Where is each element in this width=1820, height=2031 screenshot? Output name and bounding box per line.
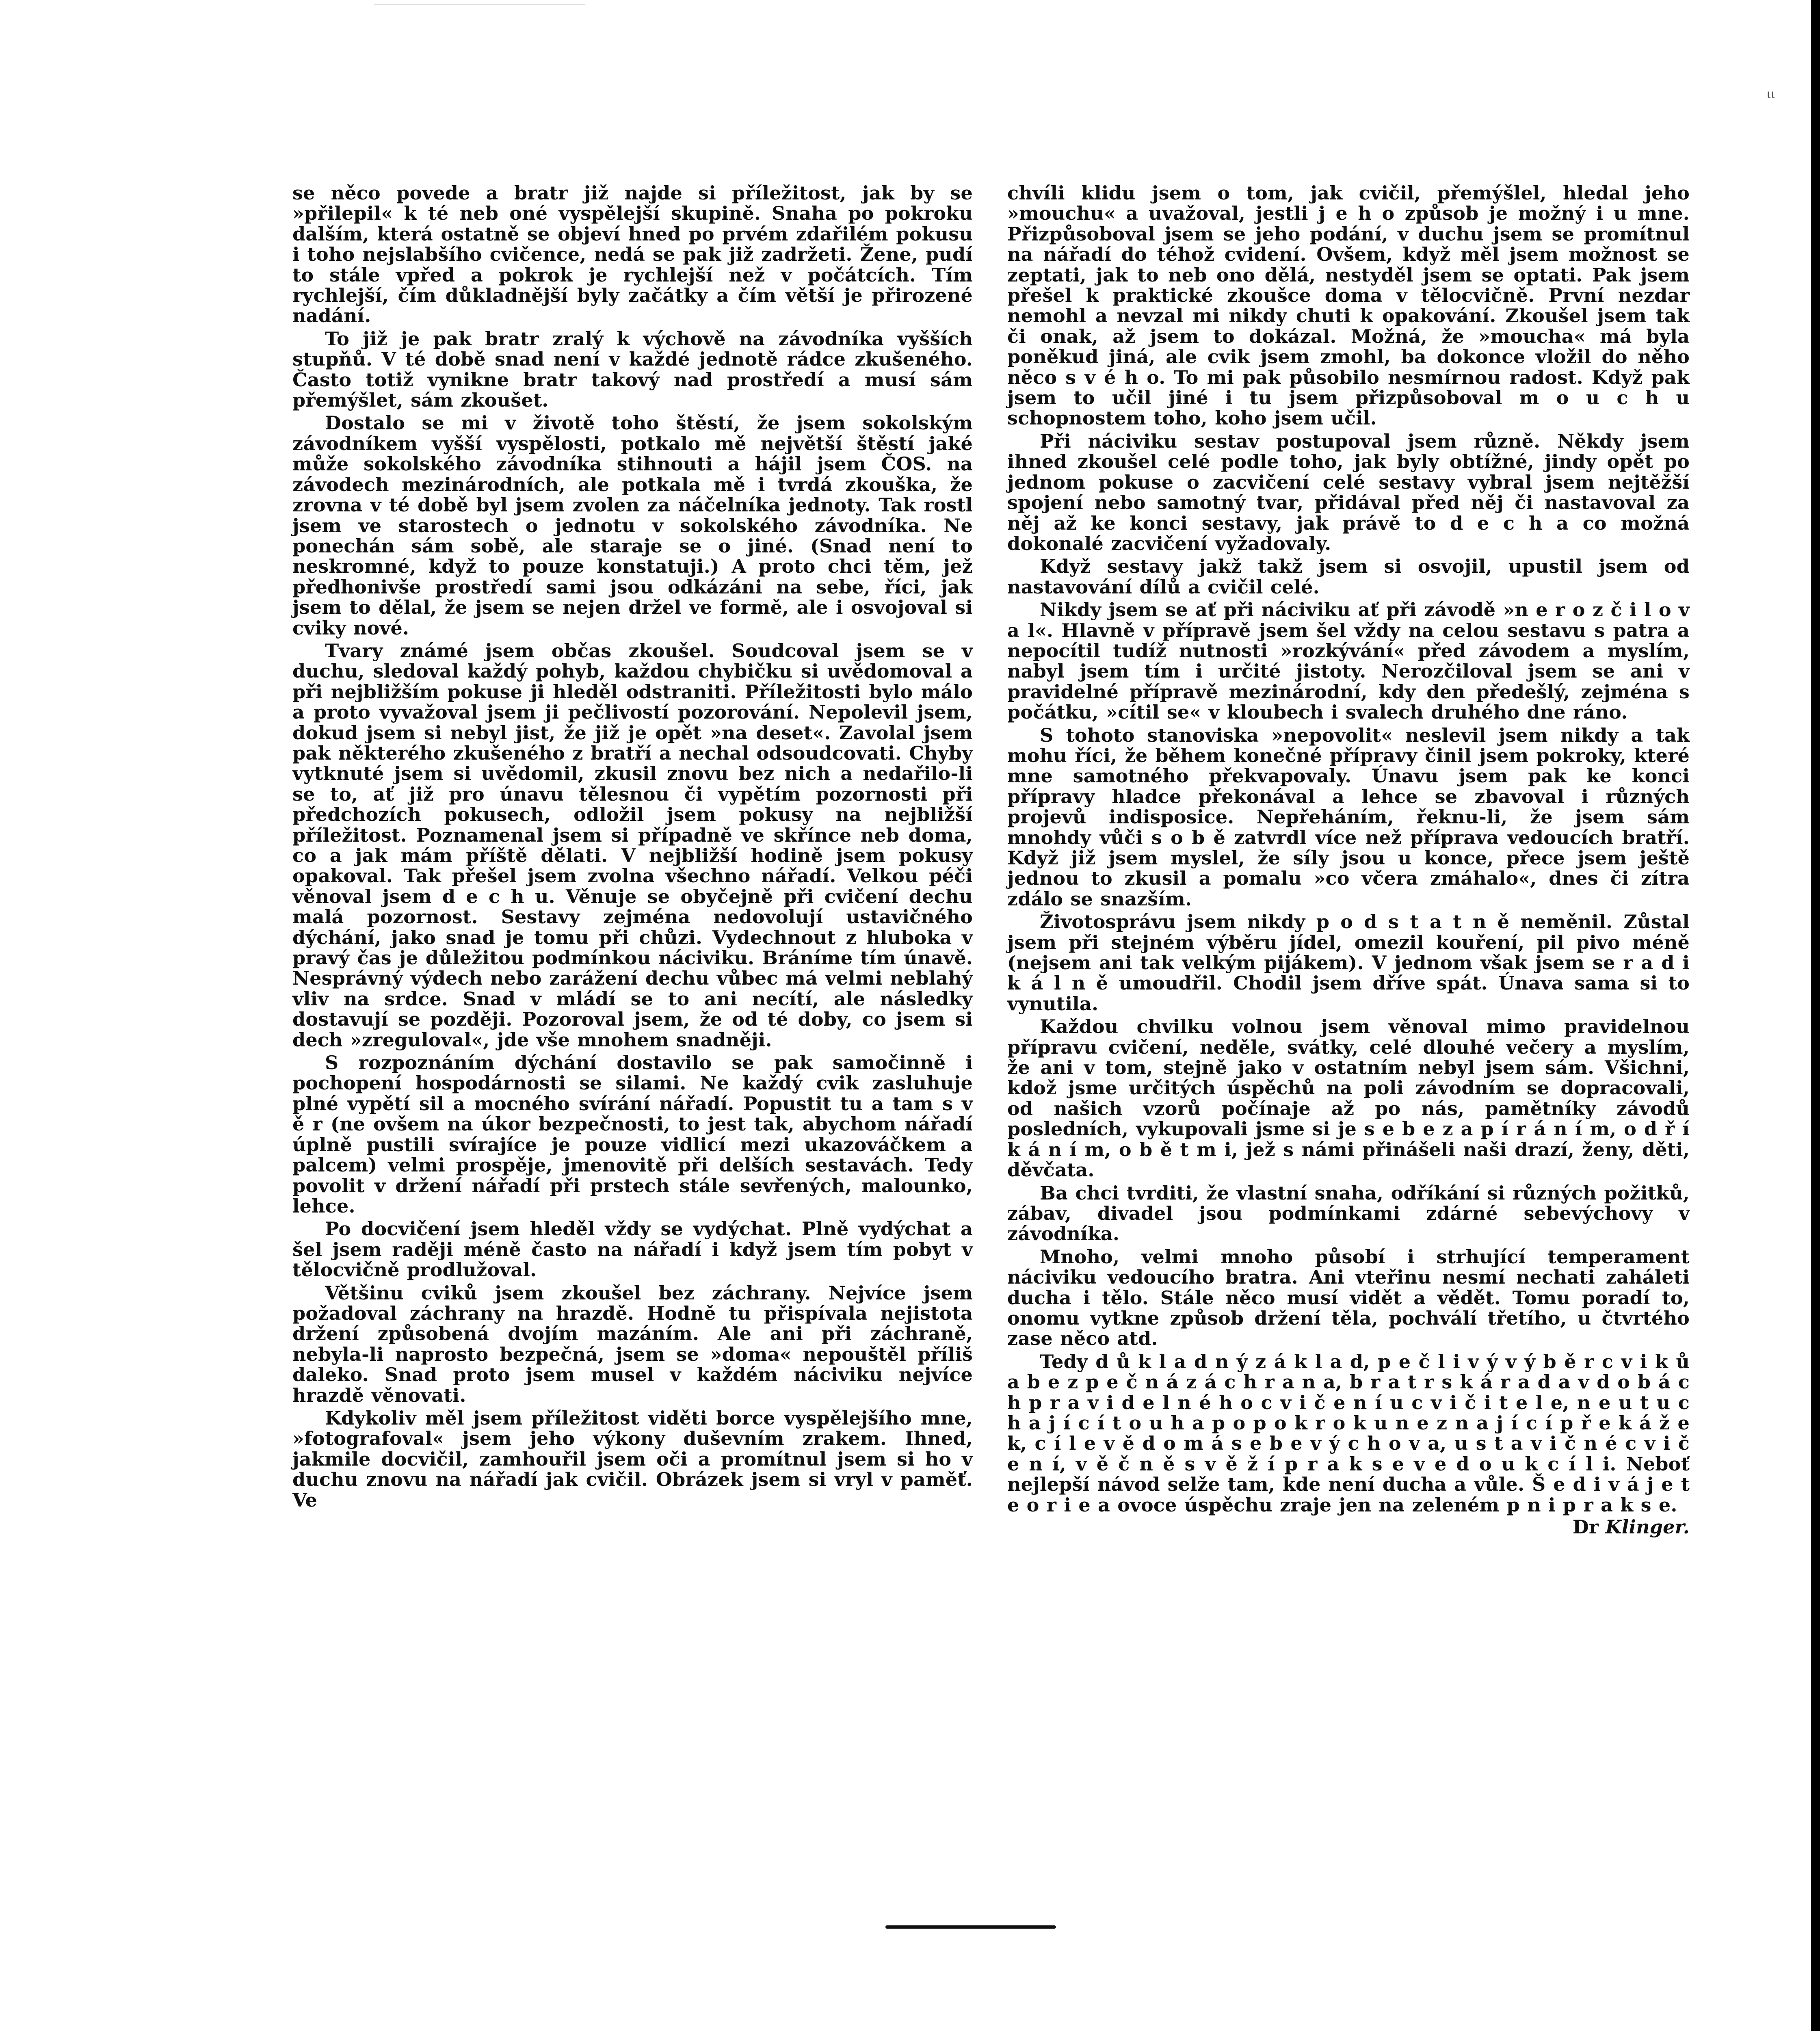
paragraph: Dostalo se mi v životě toho štěstí, že jsem sokolským závodníkem vyšší vyspělosti, potkalo mě největší štěstí jaké může sokolského závodníka stihnouti a hájil jsem ČOS. na závodech mezinárodních, ale potkala mě i tvrdá zkouška, že zrovna v té době byl jsem zvolen za náčelníka jednoty. Tak rostl jsem ve starostech o jednotu v sokolského závodníka. Ne ponechán sám sobě, ale staraje se o jiné. (Snad není to neskromné, když to pouze konstatuji.) A proto chci těm, jež předhonivše prostředí sami jsou odkázáni na sebe, říci, jak jsem to dělal, že jsem se nejen držel ve formě, ale i osvojoval si cviky nové. [292, 412, 973, 639]
margin-mark: ιι [1767, 87, 1775, 102]
paragraph: Tvary známé jsem občas zkoušel. Soudcoval jsem se v duchu, sledoval každý pohyb, každou chybičku si uvědomoval a při nejbližším pokuse ji hleděl odstraniti. Příležitosti bylo málo a proto vyvažoval jsem ji pečlivostí pozorování. Nepolevil jsem, dokud jsem si nebyl jist, že již je opět »na deset«. Zavolal jsem pak některého zkušeného z bratří a nechal odsoudcovati. Chyby vytknuté jsem si uvědomil, zkusil znovu bez nich a nedařilo-li se to, ať již pro únavu tělesnou či vypětím pozornosti při předchozích pokusech, odložil jsem pokusy na nejbližší příležitost. Poznamenal jsem si případně ve skřínce neb doma, co a jak mám příště dělati. V nejbližší hodině jsem pokusy opakoval. Tak přešel jsem zvolna všechno nářadí. Velkou péči věnoval jsem d e c h u. Věnuje se obyčejně při cvičení dechu malá pozornost. Sestavy zejména nedovolují ustavičného dýchání, jako snad je tomu při chůzi. Vydechnout z hluboka v pravý čas je důležitou podmínkou náciviku. Bráníme tím únavě. Nesprávný výdech nebo zarážení dechu vůbec má velmi neblahý vliv na srdce. Snad v mládí se to ani necítí, ale následky dostavují se později. Pozoroval jsem, že od té doby, co jsem si dech »zreguloval«, jde vše mnohem snadněji. [292, 639, 973, 1051]
paragraph: To již je pak bratr zralý k výchově na závodníka vyšších stupňů. V té době snad není v každé jednotě rádce zkušeného. Často totiž vynikne bratr takový nad prostředí a musí sám přemýšlet, sám zkoušet. [292, 327, 973, 411]
left-column [292, 183, 973, 1510]
section-divider [885, 1925, 1056, 1929]
page-edge-right [1811, 0, 1820, 2031]
paragraph: Při náciviku sestav postupoval jsem různě. Někdy jsem ihned zkoušel celé podle toho, jak byly obtížné, jindy opět po jednom pokuse o zacvičení celé sestavy vybral jsem nejtěžší spojení nebo samotný tvar, přidával před něj či nastavoval za něj až ke konci sestavy, jak právě to d e c h a co možná dokonalé zacvičení vyžadovaly. [1007, 430, 1690, 554]
author-name: Klinger. [1605, 1516, 1690, 1538]
author-title: Dr [1572, 1516, 1599, 1538]
paragraph: chvíli klidu jsem o tom, jak cvičil, přemýšlel, hledal jeho »mouchu« a uvažoval, jestli j e h o způsob je možný i u mne. Přizpůsoboval jsem se jeho podání, v duchu jsem se promítnul na nářadí do téhož cvidení. Ovšem, když měl jsem možnost se zeptati, jak to neb ono dělá, nestyděl jsem se optati. Pak jsem přešel k praktické zkoušce doma v tělocvičně. První nezdar nemohl a nevzal mi nikdy chuti k opakování. Zkoušel jsem tak či onak, až jsem to dokázal. Možná, že »moucha« má byla poněkud jiná, ale cvik jsem zmohl, ba dokonce vložil do něho něco s v é h o. To mi pak působilo nesmírnou radost. Když pak jsem to učil jiné i tu jsem přizpůsoboval m o u c h u schopnostem toho, koho jsem učil. [1007, 182, 1690, 429]
paragraph: Každou chvilku volnou jsem věnoval mimo pravidelnou přípravu cvičení, neděle, svátky, celé dlouhé večery a myslím, že ani v tom, stejně jako v ostatním nebyl jsem sám. Všichni, kdož jsme určitých úspěchů na poli závodním se dopracovali, od našich vzorů počínaje až po nás, pamětníky závodů posledních, vykupovali jsme si je s e b e z a p í r á n í m, o d ř í k á n í m, o b ě t m i, jež s námi přinášeli naši drazí, ženy, děti, děvčata. [1007, 1016, 1690, 1181]
paragraph: Mnoho, velmi mnoho působí i strhující temperament náciviku vedoucího bratra. Ani vteřinu nesmí nechati zaháleti ducha i tělo. Stále něco musí vidět a vědět. Tomu poradí to, onomu vytkne způsob držení těla, pochválí třetího, u čtvrtého zase něco atd. [1007, 1245, 1690, 1350]
paragraph: Když sestavy jakž takž jsem si osvojil, upustil jsem od nastavování dílů a cvičil celé. [1007, 555, 1690, 598]
paragraph: Kdykoliv měl jsem příležitost viděti borce vyspělejšího mne, »fotografoval« jsem jeho výkony duševním zrakem. Ihned, jakmile docvičil, zamhouřil jsem oči a promítnul jsem si ho v duchu znovu na nářadí jak cvičil. Obrázek jsem si vryl v paměť. Ve [292, 1407, 973, 1511]
paragraph: S rozpoznáním dýchání dostavilo se pak samočinně i pochopení hospodárnosti se silami. Ne každý cvik zasluhuje plné vypětí sil a mocného svírání nářadí. Popustit tu a tam s v ě r (ne ovšem na úkor bezpečnosti, to jest tak, abychom nářadí úplně pustili svírajíce je pouze vidlicí mezi ukazováčkem a palcem) velmi prospěje, jmenovitě při delších sestavách. Tedy povolit v držení nářadí při prstech stále sevřených, malounko, lehce. [292, 1052, 973, 1217]
scan-smudge [374, 4, 585, 29]
paragraph: S tohoto stanoviska »nepovolit« neslevil jsem nikdy a tak mohu říci, že během konečné přípravy činil jsem pokroky, které mne samotného překvapovaly. Únavu jsem pak ke konci přípravy hladce překonával a lehce se zbavoval i různých projevů indisposice. Nepřeháním, řeknu-li, že jsem sám mnohdy vůči s o b ě zatvrdl více než příprava vedoucích bratří. Když již jsem myslel, že síly jsou u konce, přece jsem ještě jednou to zkusil a pomalu »co včera zmáhalo«, dnes či zítra zdálo se snazším. [1007, 724, 1690, 910]
right-column [1007, 183, 1690, 1537]
paragraph: Ba chci tvrditi, že vlastní snaha, odříkání si různých požitků, zábav, divadel jsou podmínkami zdárné sebevýchovy v závodníka. [1007, 1182, 1690, 1245]
paragraph: Životosprávu jsem nikdy p o d s t a t n ě neměnil. Zůstal jsem při stejném výběru jídel, omezil kouření, pil pivo méně (nejsem ani tak velkým pijákem). V jednom však jsem se r a d i k á l n ě umoudřil. Chodil jsem dříve spát. Únava sama si to vynutila. [1007, 911, 1690, 1015]
paragraph: Většinu cviků jsem zkoušel bez záchrany. Nejvíce jsem požadoval záchrany na hrazdě. Hodně tu přispívala nejistota držení způsobená dvojím mazáním. Ale ani při záchraně, nebyla-li naprosto bezpečná, jsem se »doma« nepouštěl příliš daleko. Snad proto jsem musel v každém náciviku nejvíce hrazdě věnovati. [292, 1282, 973, 1406]
paragraph: se něco povede a bratr již najde si příležitost, jak by se »přilepil« k té neb oné vyspělejší skupině. Snaha po pokroku dalším, která ostatně se objeví hned po prvém zdařilém pokusu i toho nejslabšího cvičence, nedá se pak již zadržeti. Žene, pudí to stále vpřed a pokrok je rychlejší než v počátcích. Tím rychlejší, čím důkladnější byly začátky a čím větší je přirozené nadání. [292, 182, 973, 327]
author-signature [1007, 1517, 1690, 1537]
paragraph: Po docvičení jsem hleděl vždy se vydýchat. Plně vydýchat a šel jsem raději méně často na nářadí i když jsem tím pobyt v tělocvičně prodlužoval. [292, 1218, 973, 1281]
paragraph: Nikdy jsem se ať při náciviku ať při závodě »n e r o z č i l o v a l«. Hlavně v přípravě jsem šel vždy na celou sestavu s patra a nepocítil tudíž nutnosti »rozkývání« před závodem a myslím, nabyl jsem tím i určité jistoty. Nerozčiloval jsem se ani v pravidelné přípravě mezinárodní, kdy den předešlý, zejména s počátku, »cítil se« v kloubech i svalech druhého dne ráno. [1007, 599, 1690, 723]
paragraph: Tedy d ů k l a d n ý z á k l a d, p e č l i v ý v ý b ě r c v i k ů a b e z p e č n á z á c h r a n a, b r a t r s k á r a d a v d o b á c h p r a v i d e l n é h o c v i č e n í u c v i č i t e l e, n e u t u c h a j í c í t o u h a p o p o k r o k u n e z n a j í c í p ř e k á ž e k, c í l e v ě d o m á s e b e v ý c h o v a, u s t a v i č n é c v i č e n í, v ě č n ě s v ě ž í p r a k s e v e d o u k c í l i. Neboť nejlepší návod selže tam, kde není ducha a vůle. Š e d i v á j e t e o r i e a ovoce úspěchu zraje jen na zeleném p n i p r a k s e. [1007, 1350, 1690, 1516]
